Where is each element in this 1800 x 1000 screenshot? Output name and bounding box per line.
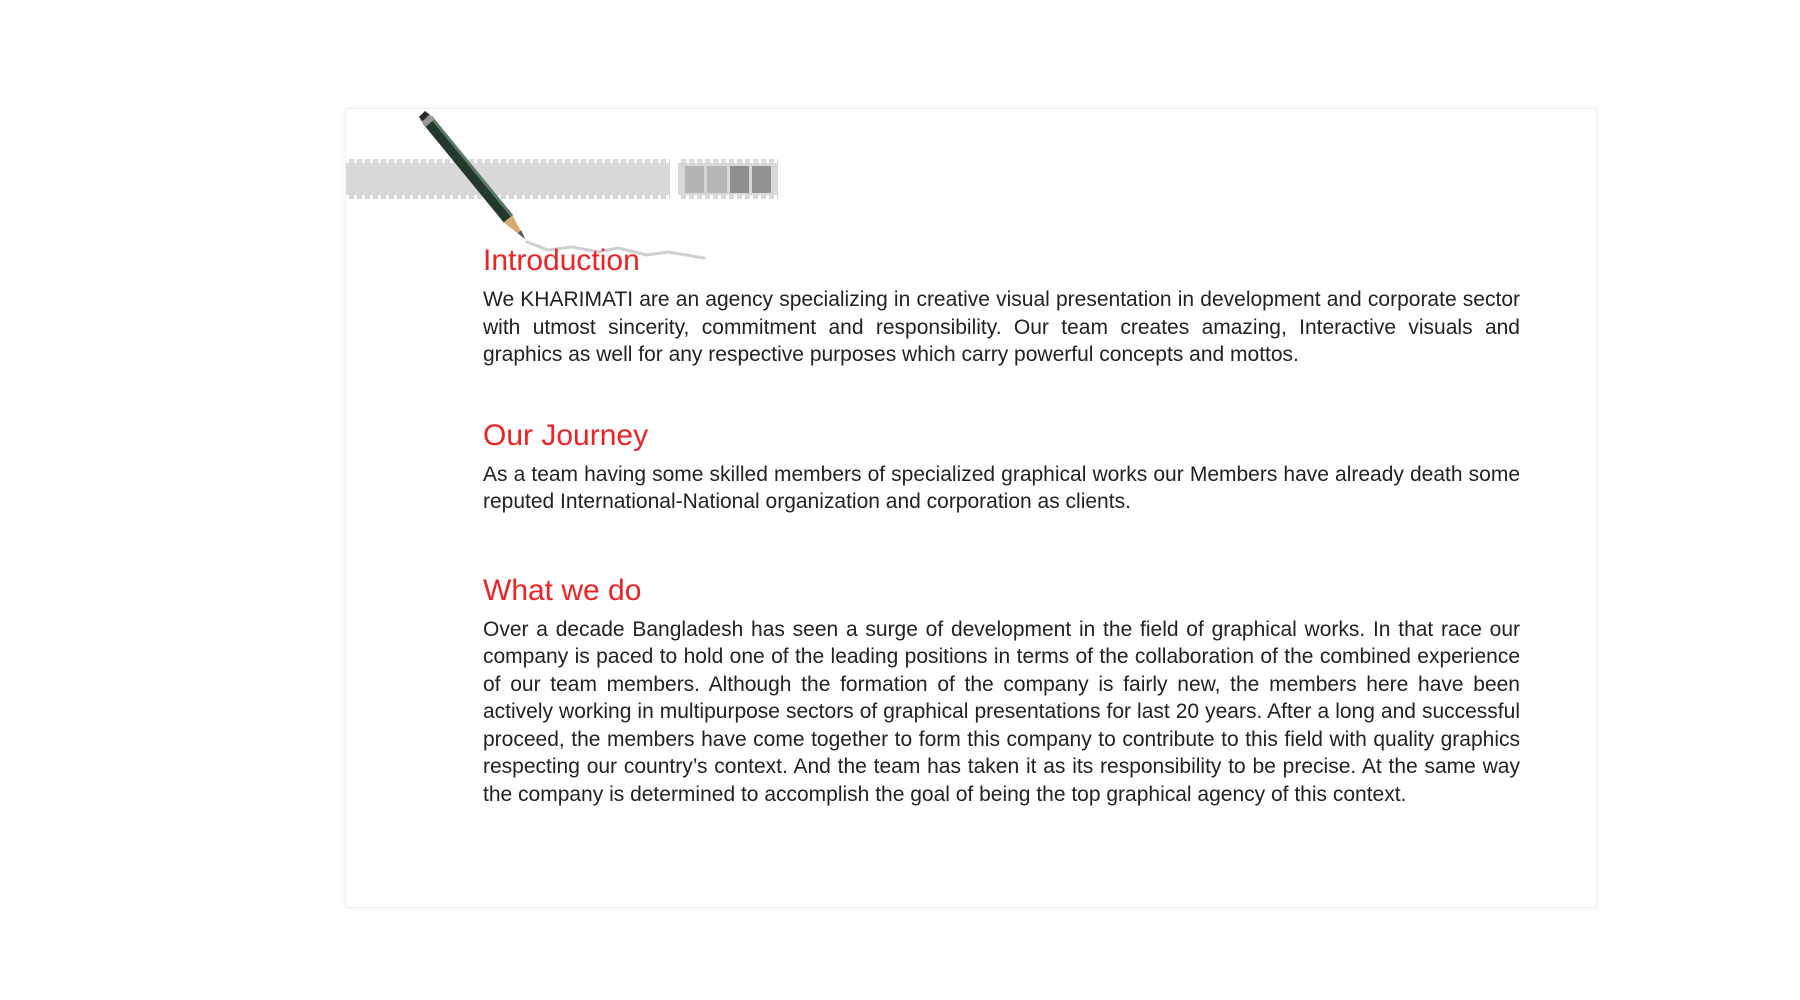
- section-body: We KHARIMATI are an agency specializing in creative visual presentation in development and corporate sector with utmost sincerity, commitment and responsibility. Our team creates amazing, Interactive visuals and graphics as well for any respective purposes which carry powerful concepts and mottos.: [483, 288, 1520, 366]
- section-what-we-do: [483, 574, 1520, 809]
- section-introduction: [483, 244, 1520, 369]
- document-page: [345, 108, 1597, 908]
- section-heading: Our Journey: [483, 418, 649, 452]
- section-body: Over a decade Bangladesh has seen a surge of development in the field of graphical works. In that race our company is paced to hold one of the leading positions in terms of the collaboration of the combined experience of our team members. Although the formation of the company is fairly new, the members here have been actively working in multipurpose sectors of graphical presentations for last 20 years. After a long and successful proceed, the members have come together to form this company to contribute to this field with quality graphics respecting our country’s context. And the team has taken it as its responsibility to be precise. At the same way the company is determined to accomplish the goal of being the top graphical agency of this context.: [483, 617, 1520, 806]
- section-our-journey: [483, 419, 1520, 516]
- page-content: [483, 109, 1520, 808]
- section-heading: What we do: [483, 573, 642, 607]
- section-body: As a team having some skilled members of specialized graphical works our Members have already death some reputed International-National organization and corporation as clients.: [483, 462, 1520, 513]
- section-heading: Introduction: [483, 244, 640, 277]
